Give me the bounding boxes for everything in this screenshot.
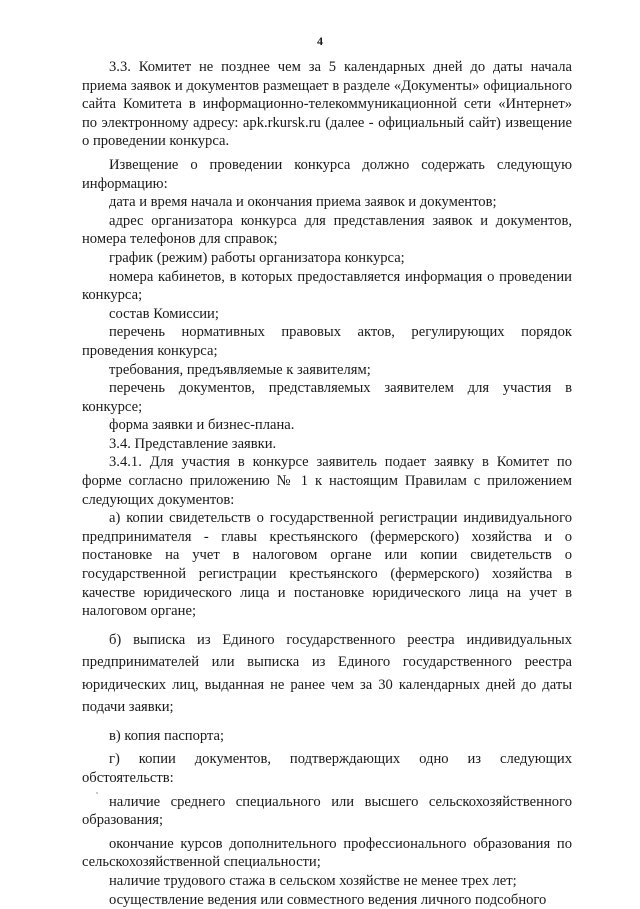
list-item-commission: состав Комиссии;	[109, 305, 219, 322]
list-item-rooms: номера кабинетов, в которых предоставляется информация о проведении конкурса;	[82, 268, 572, 304]
list-item-g: г) копии документов, подтверждающих одно из следующих обстоятельств:	[82, 751, 572, 786]
paragraph-3-4-1: 3.4.1. Для участия в конкурсе заявитель подает заявку в Комитет по форме согласно приложению № 1 к настоящим Правилам с приложением следующих документов:	[82, 454, 572, 508]
list-item-a: а) копии свидетельств о государственной регистрации индивидуального предпринимателя - главы крестьянского (фермерского) хозяйства и о постановке на учет в налоговом органе или копии свидетельств о государственной регистрации крестьянского (фермерского) хозяйства в качестве юридического лица и постановке юридического лица на учет в налоговом органе;	[82, 510, 572, 620]
list-item-dates: дата и время начала и окончания приема заявок и документов;	[109, 194, 497, 211]
list-item-b: б) выписка из Единого государственного реестра индивидуальных предпринимателей или выписка из Единого государственного реестра юридических лиц, выданная не ранее чем за 30 календарных дней до даты подачи заявки;	[82, 631, 572, 716]
paragraph-3-3: 3.3. Комитет не позднее чем за 5 календарных дней до даты начала приема заявок и документов размещает в разделе «Документы» официального сайта Комитета в информационно-телекоммуникационной сети «Интернет» по электронному адресу: apk.rkursk.ru (далее - официальный сайт) извещение о проведении конкурса.	[82, 59, 572, 150]
list-item-legal-acts: перечень нормативных правовых актов, регулирующих порядок проведения конкурса;	[82, 324, 572, 359]
paragraph-3-4: 3.4. Представление заявки.	[109, 435, 277, 452]
list-item-forms: форма заявки и бизнес-плана.	[109, 417, 295, 434]
scan-speck	[96, 792, 98, 794]
list-item-courses: окончание курсов дополнительного профессионального образования по сельскохозяйственной специальности;	[82, 835, 572, 871]
list-item-experience: наличие трудового стажа в сельском хозяйстве не менее трех лет;	[109, 872, 517, 889]
list-item-requirements: требования, предъявляемые к заявителям;	[109, 361, 371, 378]
list-item-household: осуществление ведения или совместного ведения личного подсобного	[109, 891, 547, 908]
document-body	[82, 58, 572, 909]
list-item-documents: перечень документов, представляемых заявителем для участия в конкурсе;	[82, 380, 572, 415]
page-number: 4	[317, 34, 323, 48]
list-item-schedule: график (режим) работы организатора конкурса;	[109, 249, 405, 266]
list-item-education: наличие среднего специального или высшего сельскохозяйственного образования;	[82, 793, 572, 829]
paragraph-notice-intro: Извещение о проведении конкурса должно содержать следующую информацию:	[82, 156, 572, 192]
list-item-address: адрес организатора конкурса для представления заявок и документов, номера телефонов для справок;	[82, 212, 572, 248]
list-item-v: в) копия паспорта;	[109, 727, 225, 744]
